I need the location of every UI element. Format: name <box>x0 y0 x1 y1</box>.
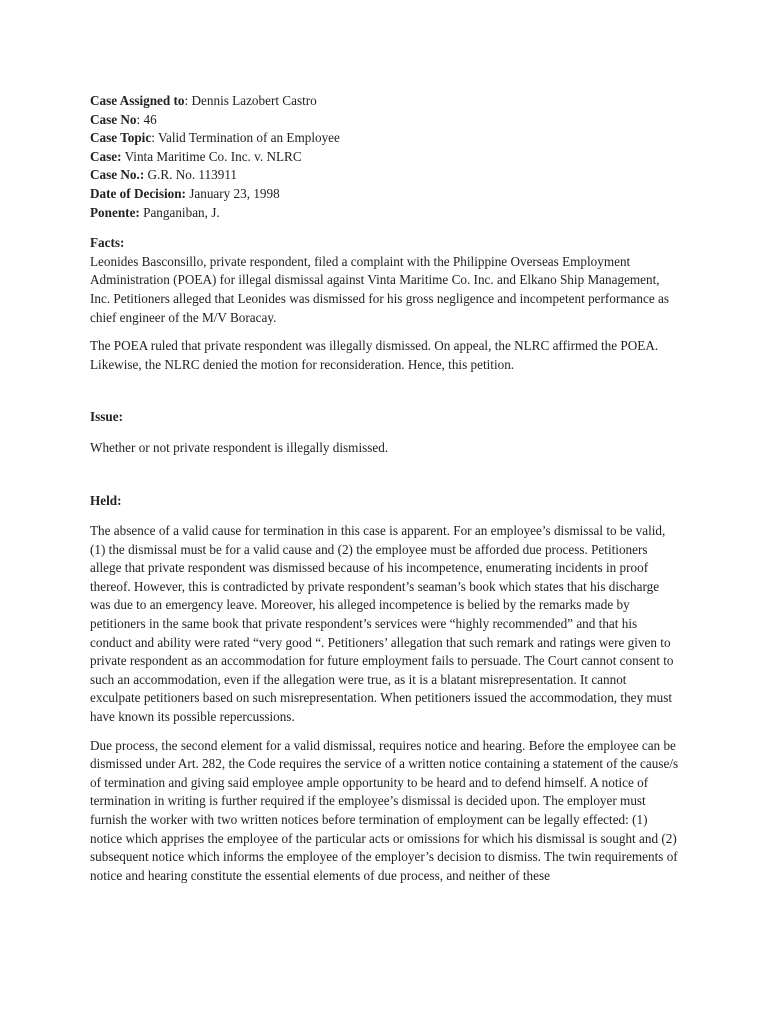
meta-value: 46 <box>143 111 157 127</box>
meta-gr-number <box>90 166 680 185</box>
meta-case-topic <box>90 129 680 148</box>
meta-case-no <box>90 111 680 130</box>
meta-value: Vinta Maritime Co. Inc. v. NLRC <box>124 148 302 164</box>
issue-heading: Issue: <box>90 409 123 425</box>
meta-ponente <box>90 204 680 223</box>
meta-label: Case No.: <box>90 167 145 183</box>
issue-text: Whether or not private respondent is illegally dismissed. <box>90 439 389 455</box>
held-section <box>90 492 680 886</box>
meta-label: Date of Decision: <box>90 185 186 201</box>
held-heading: Held: <box>90 492 122 508</box>
facts-heading: Facts: <box>90 235 125 251</box>
meta-value: G.R. No. 113911 <box>147 167 238 183</box>
meta-label: Case Assigned to <box>90 93 185 108</box>
meta-date-of-decision <box>90 185 680 204</box>
document-page <box>90 92 680 885</box>
meta-value: Dennis Lazobert Castro <box>191 93 317 108</box>
meta-separator: : <box>136 111 144 127</box>
meta-case-assigned <box>90 92 680 111</box>
meta-value: January 23, 1998 <box>189 185 280 201</box>
meta-value: Valid Termination of an Employee <box>157 130 340 146</box>
meta-separator: : <box>184 93 192 108</box>
issue-section <box>90 408 680 457</box>
facts-paragraph-1: Leonides Basconsillo, private respondent, filed a complaint with the Philippine Overseas Employment Administration (POEA) for illegal dismissal against Vinta Maritime Co. Inc. and Elkano Ship Management, Inc. Petitioners alleged that Leonides was dismissed for his gross negligence and incompetent performance as chief engineer of the M/V Boracay. <box>90 253 669 325</box>
meta-label: Case Topic <box>90 130 152 146</box>
meta-case-title <box>90 148 680 167</box>
held-paragraph-1: The absence of a valid cause for termination in this case is apparent. For an employee’s dismissal to be valid, (1) the dismissal must be for a valid cause and (2) the employee must be afforded due process. Petitioners allege that private respondent was dismissed because of his incompetence, enumerating incidents in proof thereof. However, this is contradicted by private respondent’s seaman’s book which states that his discharge was due to an emergency leave. Moreover, his alleged incompetence is belied by the remarks made by petitioners in the same book that private respondent’s services were “highly recommended” and that his conduct and ability were rated “very good “. Petitioners’ allegation that such remark and ratings were given to private respondent as an accommodation for future employment fails to persuade. The Court cannot consent to such an accommodation, even if the allegation were true, as it is a blatant misrepresentation. It cannot exculpate petitioners based on such misrepresentation. When petitioners issued the accommodation, they must have known its possible repercussions. <box>90 523 674 725</box>
meta-label: Case No <box>90 111 137 127</box>
facts-paragraph-2: The POEA ruled that private respondent was illegally dismissed. On appeal, the NLRC affirmed the POEA. Likewise, the NLRC denied the motion for reconsideration. Hence, this petition. <box>90 338 659 372</box>
meta-separator: : <box>151 130 158 146</box>
meta-label: Case: <box>90 148 122 164</box>
meta-label: Ponente: <box>90 204 140 220</box>
held-paragraph-2: Due process, the second element for a valid dismissal, requires notice and hearing. Before the employee can be dismissed under Art. 282, the Code requires the service of a written notice containing a statement of the cause/s of termination and giving said employee ample opportunity to be heard and to defend himself. A notice of termination in writing is further required if the employee’s dismissal is decided upon. The employer must furnish the worker with two written notices before termination of employment can be legally effected: (1) notice which apprises the employee of the particular acts or omissions for which his dismissal is sought and (2) subsequent notice which informs the employee of the employer’s decision to dismiss. The twin requirements of notice and hearing constitute the essential elements of due process, and neither of these <box>90 737 679 883</box>
meta-value: Panganiban, J. <box>143 204 220 220</box>
facts-section <box>90 234 680 374</box>
case-meta-block <box>90 92 680 222</box>
